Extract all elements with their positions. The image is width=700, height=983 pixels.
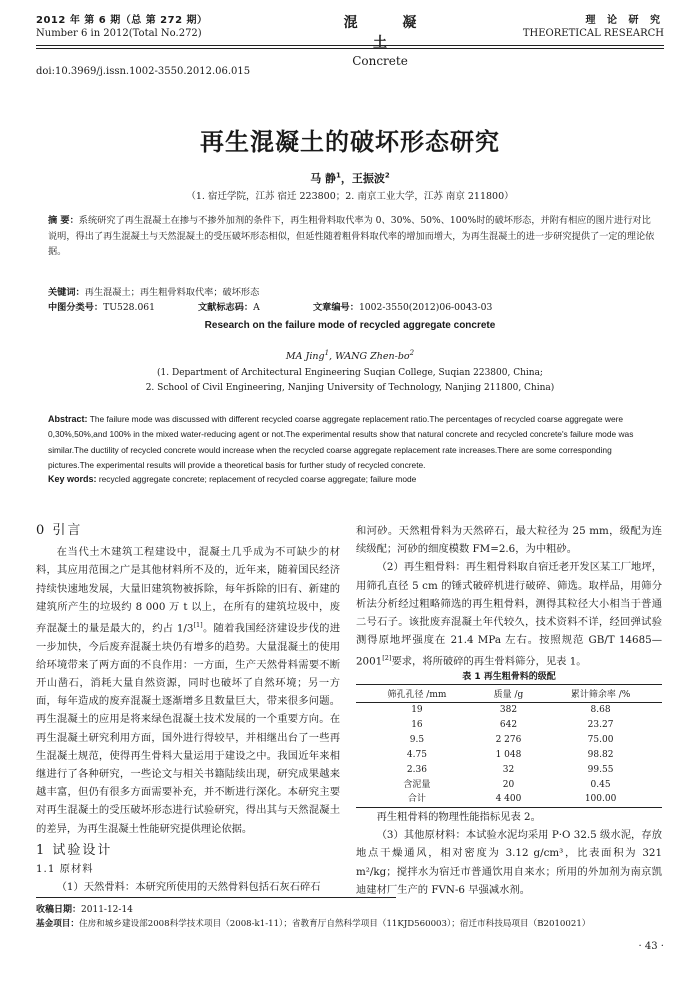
author-1-sup: 1: [336, 171, 341, 180]
keywords-cn-text: 再生混凝土；再生粗骨料取代率；破坏形态: [84, 287, 260, 298]
doi: doi:10.3969/j.issn.1002-3550.2012.06.015: [36, 66, 251, 77]
table-cell: 16: [411, 719, 423, 730]
received-value: 2011-12-14: [81, 905, 133, 915]
table-cell: 23.27: [587, 719, 614, 730]
author-2-sup: 2: [384, 171, 390, 180]
journal-name-cn: 混 凝 土: [343, 15, 437, 51]
journal-name-en: Concrete: [352, 54, 408, 68]
table-cell: 19: [411, 705, 423, 715]
table-header-cell: 筛孔孔径 /mm: [356, 685, 478, 703]
affiliation-en-line: 2. School of Civil Engineering, Nanjing University of Technology, Nanjing 211800, China): [145, 383, 555, 393]
keywords-en-text: recycled aggregate concrete; replacement of recycled coarse aggregate; failure mode: [98, 474, 417, 484]
table-1-title: 表 1 再生粗骨料的级配: [462, 672, 556, 682]
table-cell: 99.55: [587, 764, 614, 775]
running-header-right: [523, 14, 664, 40]
body-right-column-bottom: [356, 808, 662, 899]
author-sep: ，: [340, 172, 352, 185]
abstract-cn: [48, 213, 658, 260]
section-cn: 理 论 研 究: [585, 15, 664, 26]
abstract-en-label: Abstract:: [48, 414, 88, 424]
subsection-heading-1-1: 1.1 原材料: [36, 863, 94, 876]
table-row: [356, 733, 662, 748]
authors-cn: [0, 170, 700, 186]
article-no-label: 文章编号：: [313, 302, 359, 313]
affiliation-en: [0, 366, 700, 396]
running-header-left: [36, 14, 208, 40]
body-text: 在当代土木建筑工程建设中，混凝土几乎成为不可缺少的材料，其应用范围之广是其他材料所不及的，近年来，随着国民经济持续快速地发展，大量旧建筑物被拆除，每年拆除的旧有、新建的建筑所产生的垃圾约 8 000 万 t 以上，在所有的建筑垃圾中，废弃混凝土的量是最大的，约占 1/3: [36, 546, 340, 635]
citation-ref: [2]: [382, 654, 392, 663]
table-cell: 含泥量: [403, 779, 431, 790]
doc-code-label: 文献标志码：: [198, 302, 254, 313]
issue-en: Number 6 in 2012(Total No.272): [36, 28, 202, 39]
table-cell: 382: [499, 705, 518, 715]
table-cell: 4.75: [406, 749, 427, 760]
footnote-rule: [36, 897, 396, 898]
table-cell: 1 048: [495, 749, 522, 760]
abstract-en: [48, 412, 660, 473]
body-paragraph: 和河砂。天然粗骨料为天然碎石，最大粒径为 25 mm，级配为连续级配；河砂的细度模数 FM=2.6，为中粗砂。: [356, 525, 662, 556]
table-row: [356, 778, 662, 793]
table-cell: 2 276: [495, 734, 522, 745]
table-cell: 100.00: [539, 792, 662, 807]
received-label: 收稿日期：: [36, 905, 82, 915]
table-header-row: [356, 685, 662, 703]
funding-label: 基金项目：: [36, 919, 79, 929]
table-cell: 9.5: [409, 734, 425, 745]
author-1: 马 静: [310, 172, 337, 185]
keywords-en: [48, 474, 660, 484]
clc-value: TU528.061: [103, 302, 155, 313]
table-cell: 4 400: [478, 792, 539, 807]
table-row: [356, 748, 662, 763]
body-paragraph: 再生粗骨料的物理性能指标见表 2。: [376, 811, 541, 823]
body-paragraph: [356, 558, 662, 671]
affiliation-en-line: (1. Department of Architectural Engineering Suqian College, Suqian 223800, China;: [157, 368, 543, 378]
header-rule: [36, 45, 664, 46]
abstract-cn-label: 摘 要：: [48, 215, 79, 226]
author-1-en-sup: 1: [324, 349, 330, 357]
author-2: 王振波: [351, 172, 385, 185]
table-cell: 2.36: [406, 764, 427, 775]
abstract-en-text: The failure mode was discussed with different recycled coarse aggregate replacement ratio.The percentages of recycled coarse aggregate were 0,30%,50%,and 100% in the mixed water-reducing agent or not.The experimental results show that natural concrete and recycled concrete's failure mode was similar.The ductility of recycled concrete would increase when the recycled coarse aggregate replacement rate increases.There are some corresponding pictures.The experimental results will provide a theoretical basis for further study of recycled concrete.: [48, 414, 634, 470]
body-left-column: [36, 522, 340, 896]
body-text: （2）再生粗骨料：再生粗骨料取自宿迁老开发区某工厂地坪，用筛孔直径 5 cm 的锤式破碎机进行破碎、筛选。取样品，用筛分析法分析经过粗略筛选的再生粗骨料，测得其粒径大小相当于普通二号石子。该批废弃混凝土年代较久，技术资料不详，经回弹试验测得原地坪强度在 21.4 MPa 左右。按照规范 GB/T 14685—2001: [356, 561, 662, 668]
author-en-sep: ,: [329, 351, 336, 363]
table-cell: 642: [499, 719, 518, 730]
abstract-cn-text: 系统研究了再生混凝土在掺与不掺外加剂的条件下，再生粗骨料取代率为 0、30%、50%、100%时的破坏形态，并附有相应的图片进行对比说明，得出了再生混凝土与天然混凝土的受压破坏形态相似，但延性随着粗骨料取代率的增加而增大，为再生混凝土的进一步研究提供了一定的理论依据。: [48, 215, 655, 257]
doc-code-value: A: [253, 302, 260, 313]
header-rule-thin: [36, 48, 664, 49]
authors-en: [0, 349, 700, 362]
citation-ref: [1]: [193, 621, 203, 630]
received-date: [36, 902, 133, 915]
keywords-cn-label: 关键词：: [48, 287, 85, 298]
keywords-cn: [48, 284, 259, 298]
table-row: [356, 703, 662, 718]
keywords-en-label: Key words:: [48, 474, 97, 484]
table-header-cell: 质量 /g: [478, 685, 539, 703]
section-en: THEORETICAL RESEARCH: [522, 28, 664, 39]
body-paragraph: [36, 543, 340, 838]
body-text: 。随着我国经济建设步伐的进一步加快，今后废弃混凝土块仍有增多的趋势。大量混凝土的使用给环境带来了两方面的不良作用：一方面，生产天然骨料需要不断开山凿石，消耗大量自然资源，同时也破坏了自然环境；另一方面，每年造成的废弃混凝土逐渐增多且数量巨大，带来很多问题。再生混凝土的应用是将来绿色混凝土技术发展的一个重要方向。在再生混凝土研究利用方面，国外进行得较早，并相继出台了一些再生混凝土规范，使得再生骨料大量运用于建设之中。我国近年来相继进行了各种研究，一些论文与相关书籍陆续出现，研究成果越来越丰富，但仍有很多方面需要补充，并不断进行深化。本研究主要对再生混凝土的受压破坏形态进行试验研究，得出其与天然混凝土的差异，为再生混凝土性能研究提供理论依据。: [36, 622, 340, 835]
clc-label: 中图分类号：: [48, 302, 104, 313]
table-cell: 0.45: [590, 779, 611, 790]
classification-row: [48, 299, 658, 313]
table-cell: 32: [502, 764, 515, 775]
paper-title-en: Research on the failure mode of recycled aggregate concrete: [204, 320, 496, 331]
body-paragraph: （1）天然骨料：本研究所使用的天然骨料包括石灰石碎石: [56, 881, 321, 894]
page-number: · 43 ·: [638, 941, 664, 952]
table-header-cell: 累计筛余率 /%: [539, 685, 662, 703]
affiliation-cn: （1. 宿迁学院，江苏 宿迁 223800；2. 南京工业大学，江苏 南京 211800）: [186, 191, 514, 202]
table-1: [356, 684, 662, 808]
table-row: [356, 763, 662, 778]
article-no-value: 1002-3550(2012)06-0043-03: [358, 302, 493, 313]
body-right-column-top: [356, 522, 662, 671]
author-2-en: WANG Zhen-bo: [335, 351, 410, 363]
table-cell: 合计: [356, 792, 478, 807]
issue-cn: 2012 年 第 6 期（总 第 272 期）: [36, 15, 208, 26]
author-2-en-sup: 2: [409, 349, 415, 357]
section-heading-0: 0 引言: [36, 523, 83, 538]
funding-note: [36, 917, 590, 929]
table-cell: 8.68: [590, 705, 611, 715]
body-text: 要求，将所破碎的再生骨料筛分，见表 1。: [391, 655, 587, 668]
table-row: [356, 792, 662, 807]
table-cell: 20: [502, 779, 515, 790]
table-row: [356, 718, 662, 733]
author-1-en: MA Jing: [285, 351, 325, 363]
section-heading-1: 1 试验设计: [36, 842, 113, 858]
paper-title: 再生混凝土的破坏形态研究: [200, 128, 500, 156]
body-paragraph: （3）其他原材料：本试验水泥均采用 P·O 32.5 级水泥，存放地点干燥通风，相对密度为 3.12 g/cm³，比表面积为 321 m²/kg；搅拌水为宿迁市普通饮用自来水；所用的外加剂为南京凯迪建材厂生产的 FVN-6 早强减水剂。: [356, 829, 662, 896]
funding-value: 住房和城乡建设部2008科学技术项目（2008-k1-11）；省教育厅自然科学项目（11KJD560003）；宿迁市科技局项目（B2010021）: [78, 919, 591, 929]
table-cell: 98.82: [587, 749, 614, 760]
running-header-journal: [300, 12, 460, 68]
table-cell: 75.00: [587, 734, 614, 745]
